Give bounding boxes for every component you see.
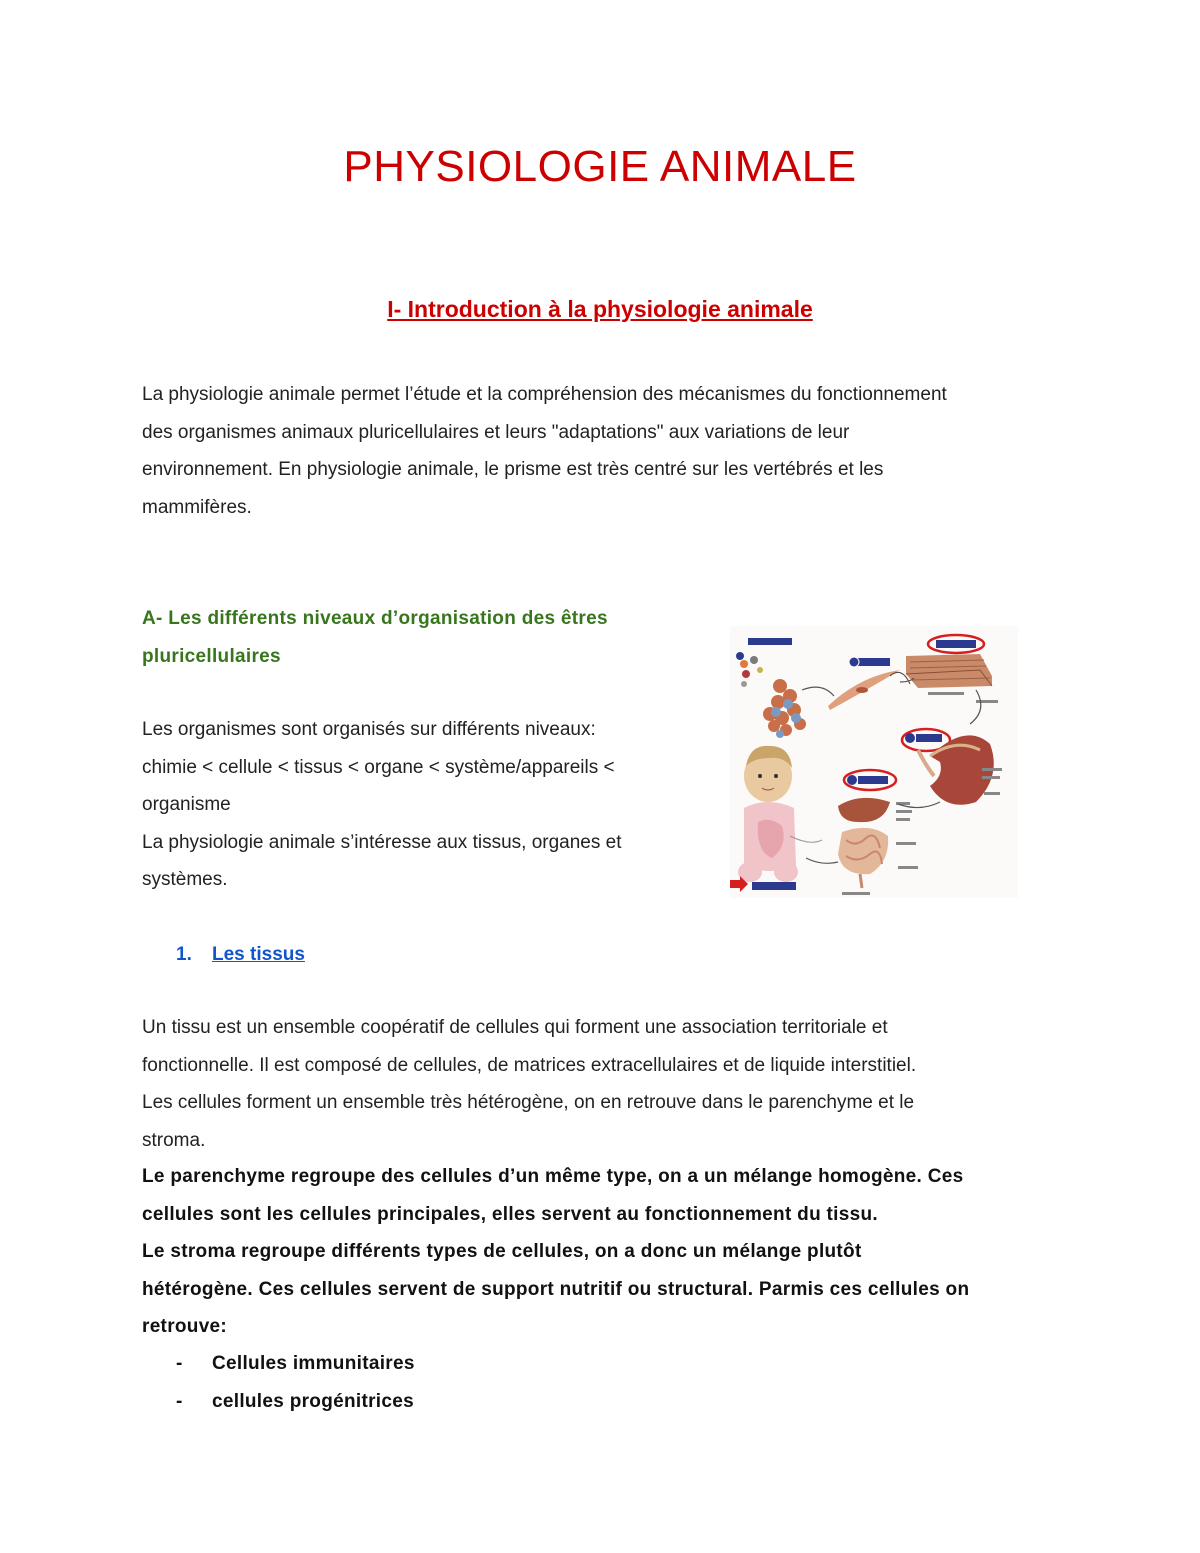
- heading-line: A- Les différents niveaux d’organisation des êtres: [142, 608, 608, 629]
- tissus-paragraph: [142, 1009, 1072, 1159]
- list-marker: -: [176, 1353, 183, 1374]
- list-number: 1.: [176, 944, 192, 965]
- list-item-text: cellules progénitrices: [212, 1390, 414, 1412]
- text-line: organisme: [142, 794, 231, 815]
- organization-levels-figure: [730, 626, 1018, 898]
- text-line: mammifères.: [142, 496, 252, 518]
- tissue-level: [906, 635, 998, 703]
- text-line: des organismes animaux pluricellulaires et leurs "adaptations" aux variations de leur: [142, 421, 850, 443]
- text-line: stroma.: [142, 1129, 206, 1151]
- text-line: systèmes.: [142, 869, 228, 890]
- organ-level: [902, 729, 1002, 805]
- chemical-level: [736, 638, 806, 738]
- text-line: hétérogène. Ces cellules servent de support nutritif ou structural. Parmis ces cellules on: [142, 1278, 970, 1300]
- text-line: chimie < cellule < tissus < organe < système/appareils <: [142, 756, 615, 778]
- text-line: Un tissu est un ensemble coopératif de cellules qui forment une association territoriale et: [142, 1017, 888, 1038]
- parenchyme-stroma-paragraph: [142, 1158, 1072, 1346]
- text-line: Le stroma regroupe différents types de cellules, on a donc un mélange plutôt: [142, 1241, 862, 1262]
- list-item: [142, 1345, 415, 1383]
- cellular-level: [828, 657, 910, 710]
- text-line: Les cellules forment un ensemble très hétérogène, on en retrouve dans le parenchyme et le: [142, 1092, 915, 1113]
- text-line: environnement. En physiologie animale, le prisme est très centré sur les vertébrés et les: [142, 459, 884, 480]
- section-heading-introduction: I- Introduction à la physiologie animale: [387, 296, 813, 322]
- subsection-heading-niveaux: [142, 600, 682, 675]
- tissus-heading-link[interactable]: Les tissus: [212, 944, 305, 965]
- list-item-text: Cellules immunitaires: [212, 1353, 415, 1374]
- text-line: retrouve:: [142, 1316, 228, 1337]
- stroma-cell-list: [142, 1345, 415, 1420]
- text-line: cellules sont les cellules principales, elles servent au fonctionnement du tissu.: [142, 1203, 878, 1225]
- list-marker: -: [176, 1390, 183, 1412]
- organization-levels-illustration: [730, 626, 1018, 898]
- intro-paragraph: [142, 376, 1072, 526]
- system-level: [838, 770, 918, 895]
- list-item: [142, 1383, 415, 1421]
- text-line: La physiologie animale permet l’étude et la compréhension des mécanismes du fonctionnement: [142, 384, 947, 405]
- document-title: PHYSIOLOGIE ANIMALE: [343, 142, 857, 191]
- text-line: La physiologie animale s’intéresse aux tissus, organes et: [142, 831, 622, 853]
- text-line: fonctionnelle. Il est composé de cellules, de matrices extracellulaires et de liquide interstitiel.: [142, 1054, 917, 1076]
- subsection-heading-tissus: [176, 936, 305, 974]
- organismal-level: [730, 746, 822, 892]
- text-line: Le parenchyme regroupe des cellules d’un même type, on a un mélange homogène. Ces: [142, 1166, 964, 1187]
- heading-line: pluricellulaires: [142, 645, 281, 667]
- levels-paragraph: [142, 711, 702, 899]
- text-line: Les organismes sont organisés sur différents niveaux:: [142, 719, 596, 740]
